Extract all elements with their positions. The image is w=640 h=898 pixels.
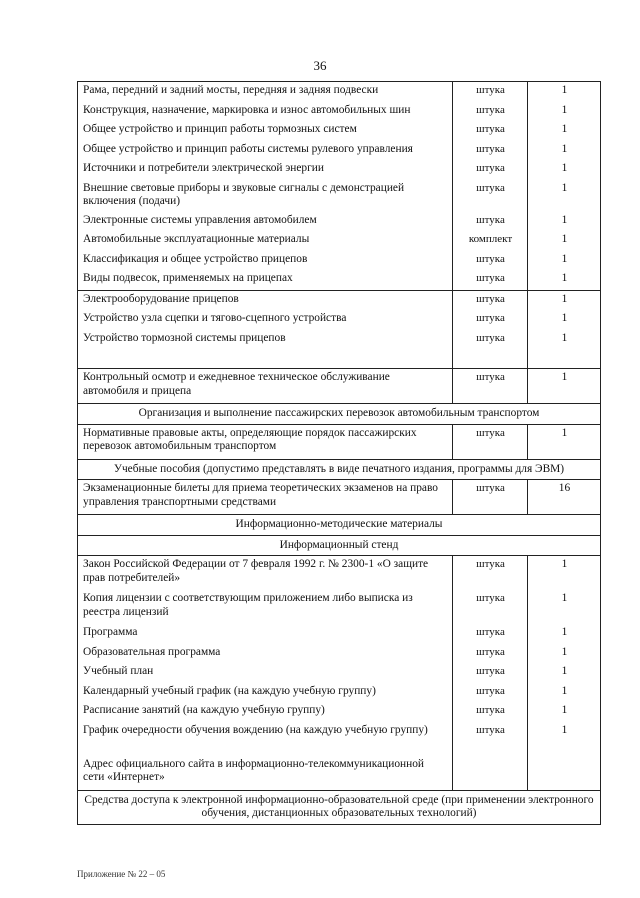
section-header-row [78, 404, 601, 425]
item-unit: штука [453, 121, 528, 141]
equipment-table [77, 81, 601, 825]
item-name: Расписание занятий (на каждую учебную группу) [78, 702, 453, 722]
item-name: Конструкция, назначение, маркировка и износ автомобильных шин [78, 102, 453, 122]
item-qty: 1 [528, 310, 601, 330]
item-unit: штука [453, 424, 528, 459]
item-unit: штука [453, 556, 528, 591]
item-qty: 16 [528, 480, 601, 515]
table-row [78, 160, 601, 180]
page-number: 36 [313, 58, 327, 73]
item-unit: штука [453, 180, 528, 212]
item-unit: штука [453, 251, 528, 271]
item-unit: штука [453, 102, 528, 122]
item-qty: 1 [528, 590, 601, 624]
table-row [78, 369, 601, 404]
table-row [78, 556, 601, 591]
item-unit: штука [453, 590, 528, 624]
item-unit: штука [453, 82, 528, 102]
item-name: Источники и потребители электрической энергии [78, 160, 453, 180]
item-name: Общее устройство и принцип работы системы рулевого управления [78, 141, 453, 161]
table-row [78, 251, 601, 271]
item-name: Копия лицензии с соответствующим приложением либо выписка из реестра лицензий [78, 590, 453, 624]
item-name: Календарный учебный график (на каждую учебную группу) [78, 683, 453, 703]
table-row [78, 663, 601, 683]
item-qty: 1 [528, 82, 601, 102]
item-unit: штука [453, 644, 528, 664]
item-name: Образовательная программа [78, 644, 453, 664]
item-qty: 1 [528, 121, 601, 141]
section-info-materials: Информационно-методические материалы [78, 515, 601, 536]
item-name: Программа [78, 624, 453, 644]
item-unit: штука [453, 141, 528, 161]
table-row [78, 424, 601, 459]
section-header-row [78, 790, 601, 824]
section-header-row [78, 459, 601, 480]
item-qty: 1 [528, 180, 601, 212]
table-row [78, 310, 601, 330]
item-name: Внешние световые приборы и звуковые сигналы с демонстрацией включения (подачи) [78, 180, 453, 212]
table-row [78, 121, 601, 141]
table-row [78, 590, 601, 624]
item-qty: 1 [528, 141, 601, 161]
section-manuals: Учебные пособия (допустимо представлять в виде печатного издания, программы для ЭВМ) [78, 459, 601, 480]
item-unit: штука [453, 480, 528, 515]
item-unit: штука [453, 290, 528, 310]
item-qty: 1 [528, 251, 601, 271]
item-qty: 1 [528, 424, 601, 459]
item-qty: 1 [528, 624, 601, 644]
item-qty: 1 [528, 290, 601, 310]
item-name: Устройство тормозной системы прицепов [78, 330, 453, 350]
item-name: Нормативные правовые акты, определяющие порядок пассажирских перевозок автомобильным транспортом [78, 424, 453, 459]
item-qty: 1 [528, 160, 601, 180]
table-row [78, 231, 601, 251]
section-electronic-access: Средства доступа к электронной информационно-образовательной среде (при применении электронного обучения, дистанционных образовательных технологий) [78, 790, 601, 824]
blank-row [78, 349, 601, 369]
table-row [78, 330, 601, 350]
item-name: Экзаменационные билеты для приема теоретических экзаменов на право управления транспортными средствами [78, 480, 453, 515]
item-unit [453, 756, 528, 791]
item-unit: штука [453, 663, 528, 683]
item-qty: 1 [528, 102, 601, 122]
table-row [78, 480, 601, 515]
item-unit: штука [453, 330, 528, 350]
item-unit: штука [453, 160, 528, 180]
item-qty: 1 [528, 231, 601, 251]
item-qty: 1 [528, 683, 601, 703]
section-info-stand: Информационный стенд [78, 535, 601, 556]
table-row [78, 722, 601, 756]
table-row [78, 180, 601, 212]
blank-cell [528, 349, 601, 369]
item-qty: 1 [528, 212, 601, 232]
item-unit: штука [453, 624, 528, 644]
item-unit: штука [453, 722, 528, 756]
table-row [78, 290, 601, 310]
item-qty: 1 [528, 330, 601, 350]
item-qty: 1 [528, 644, 601, 664]
section-header-row [78, 535, 601, 556]
item-qty: 1 [528, 702, 601, 722]
item-name: Виды подвесок, применяемых на прицепах [78, 270, 453, 290]
item-name: Электрооборудование прицепов [78, 290, 453, 310]
item-name: Классификация и общее устройство прицепов [78, 251, 453, 271]
item-qty: 1 [528, 722, 601, 756]
table-row [78, 102, 601, 122]
item-name: График очередности обучения вождению (на каждую учебную группу) [78, 722, 453, 756]
table-row [78, 141, 601, 161]
item-unit: штука [453, 212, 528, 232]
item-qty: 1 [528, 556, 601, 591]
item-unit: штука [453, 702, 528, 722]
item-unit: штука [453, 369, 528, 404]
item-name: Адрес официального сайта в информационно-телекоммуникационной сети «Интернет» [78, 756, 453, 791]
blank-cell [453, 349, 528, 369]
item-name: Устройство узла сцепки и тягово-сцепного устройства [78, 310, 453, 330]
item-unit: штука [453, 683, 528, 703]
footer-note: Приложение № 22 – 05 [77, 869, 166, 879]
item-name: Рама, передний и задний мосты, передняя и задняя подвески [78, 82, 453, 102]
table-row [78, 702, 601, 722]
table-row [78, 270, 601, 290]
blank-cell [78, 349, 453, 369]
item-name: Контрольный осмотр и ежедневное техническое обслуживание автомобиля и прицепа [78, 369, 453, 404]
table-row [78, 756, 601, 791]
item-name: Общее устройство и принцип работы тормозных систем [78, 121, 453, 141]
item-qty: 1 [528, 663, 601, 683]
item-name: Учебный план [78, 663, 453, 683]
item-unit: комплект [453, 231, 528, 251]
item-name: Электронные системы управления автомобилем [78, 212, 453, 232]
item-name: Автомобильные эксплуатационные материалы [78, 231, 453, 251]
table-row [78, 624, 601, 644]
item-unit: штука [453, 310, 528, 330]
item-qty: 1 [528, 270, 601, 290]
section-passenger-transport: Организация и выполнение пассажирских перевозок автомобильным транспортом [78, 404, 601, 425]
table-row [78, 644, 601, 664]
item-unit: штука [453, 270, 528, 290]
item-qty [528, 756, 601, 791]
section-header-row [78, 515, 601, 536]
item-name: Закон Российской Федерации от 7 февраля 1992 г. № 2300-1 «О защите прав потребителей» [78, 556, 453, 591]
table-row [78, 683, 601, 703]
table-row [78, 212, 601, 232]
table-row [78, 82, 601, 102]
item-qty: 1 [528, 369, 601, 404]
